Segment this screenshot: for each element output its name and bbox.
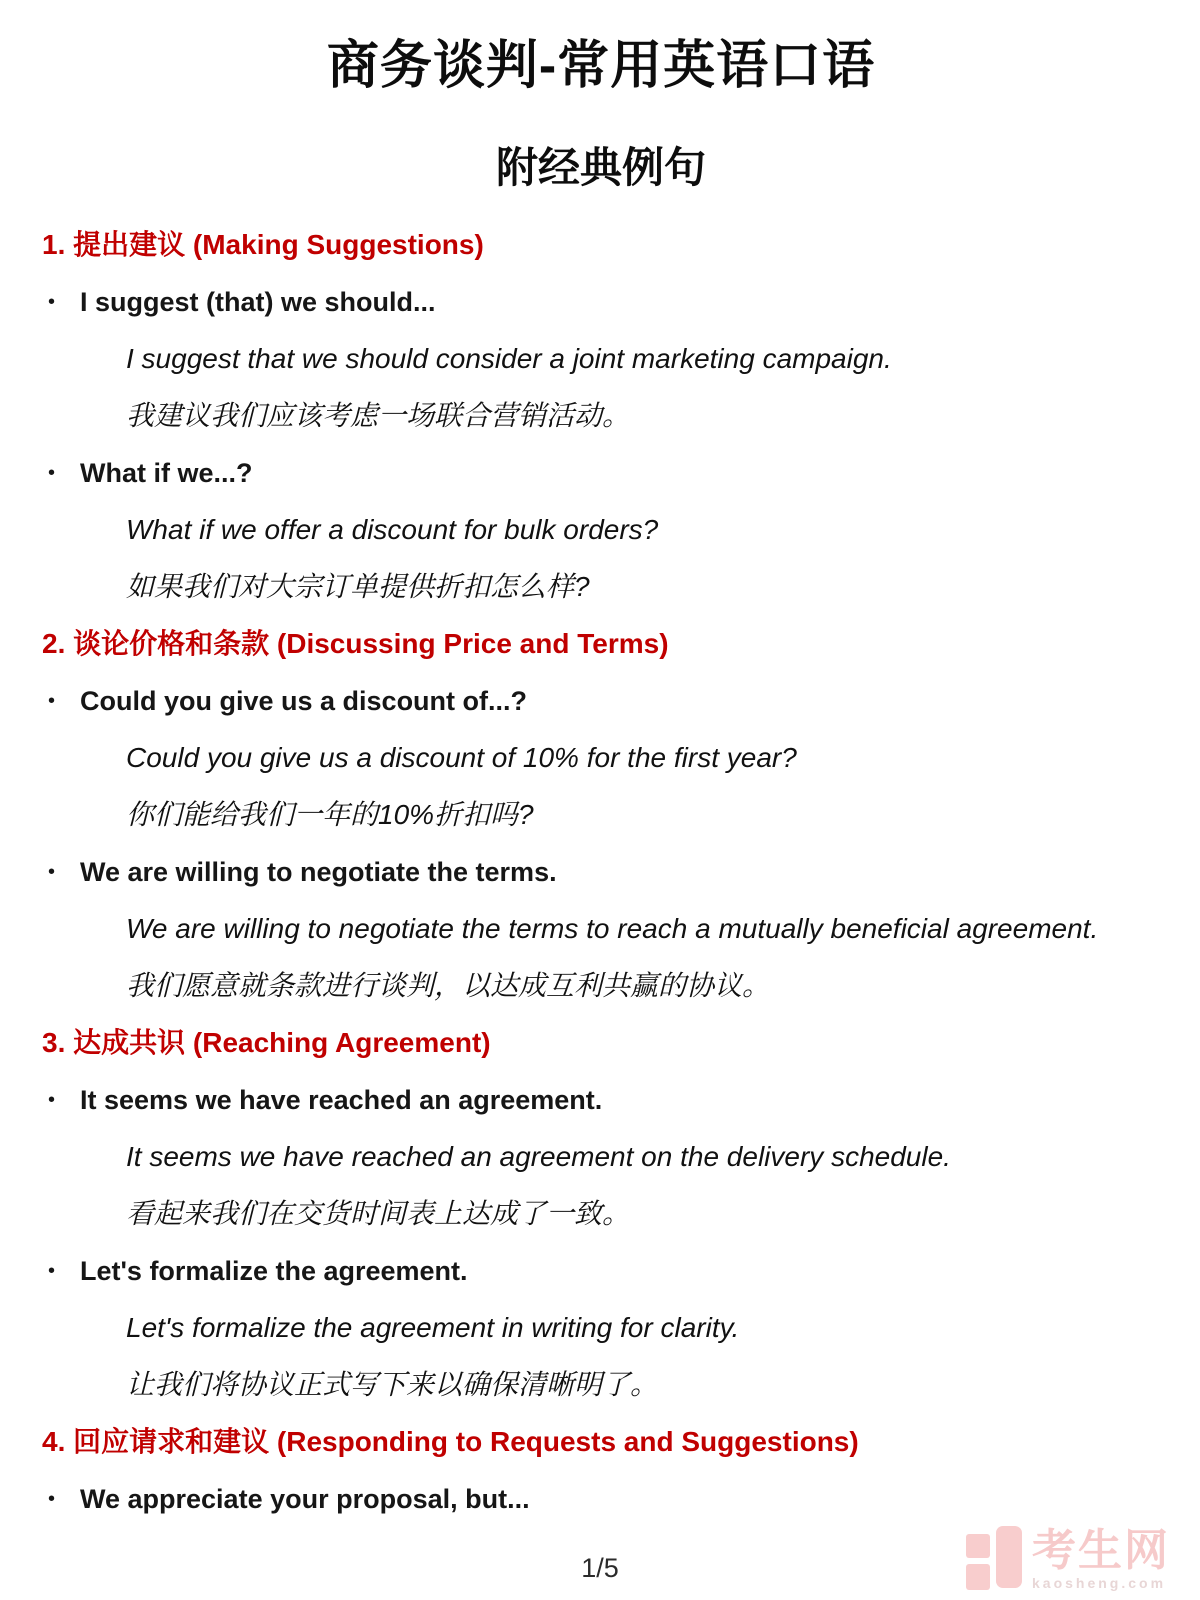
bullet-icon: • <box>48 861 56 883</box>
watermark-brand: 考生网 <box>1032 1525 1170 1575</box>
section-heading-4: 4. 回应请求和建议 (Responding to Requests and Suggestions) <box>42 1426 859 1457</box>
section-heading-1: 1. 提出建议 (Making Suggestions) <box>42 229 484 260</box>
example-english: What if we offer a discount for bulk orders? <box>126 514 659 545</box>
phrase-text: We are willing to negotiate the terms. <box>80 857 557 887</box>
example-chinese: 你们能给我们一年的10%折扣吗? <box>126 799 534 830</box>
bullet-icon: • <box>48 1488 56 1510</box>
phrase-row <box>42 1083 1160 1117</box>
example-chinese: 我建议我们应该考虑一场联合营销活动。 <box>126 400 631 431</box>
phrase-row <box>42 855 1160 889</box>
phrase-row <box>42 285 1160 319</box>
watermark-domain: kaosheng.com <box>1032 1574 1167 1591</box>
example-english: We are willing to negotiate the terms to reach a mutually beneficial agreement. <box>126 913 1099 944</box>
document-subtitle: 附经典例句 <box>495 144 706 191</box>
phrase-text: I suggest (that) we should... <box>80 287 436 317</box>
example-english: It seems we have reached an agreement on the delivery schedule. <box>126 1141 951 1172</box>
page-number: 1/5 <box>581 1553 619 1583</box>
example-chinese: 让我们将协议正式写下来以确保清晰明了。 <box>126 1369 659 1400</box>
phrase-text: Could you give us a discount of...? <box>80 686 528 716</box>
bullet-icon: • <box>48 1089 56 1111</box>
example-chinese: 看起来我们在交货时间表上达成了一致。 <box>126 1198 631 1229</box>
document-title: 商务谈判-常用英语口语 <box>326 37 876 95</box>
kaosheng-watermark <box>966 1526 1170 1592</box>
example-english: I suggest that we should consider a joint marketing campaign. <box>126 343 892 374</box>
phrase-row <box>42 1482 1160 1516</box>
example-chinese: 我们愿意就条款进行谈判，以达成互利共赢的协议。 <box>126 970 771 1001</box>
phrase-text: Let's formalize the agreement. <box>80 1256 468 1286</box>
phrase-row <box>42 1254 1160 1288</box>
example-english: Could you give us a discount of 10% for the first year? <box>126 742 797 773</box>
phrase-row <box>42 684 1160 718</box>
kaosheng-logo-icon <box>966 1526 1022 1592</box>
phrase-text: What if we...? <box>80 458 253 488</box>
section-heading-2: 2. 谈论价格和条款 (Discussing Price and Terms) <box>42 628 669 659</box>
example-english: Let's formalize the agreement in writing for clarity. <box>126 1312 740 1343</box>
section-heading-3: 3. 达成共识 (Reaching Agreement) <box>42 1027 491 1058</box>
example-chinese: 如果我们对大宗订单提供折扣怎么样? <box>126 571 590 602</box>
phrase-text: We appreciate your proposal, but... <box>80 1484 530 1514</box>
bullet-icon: • <box>48 1260 56 1282</box>
phrase-text: It seems we have reached an agreement. <box>80 1085 603 1115</box>
bullet-icon: • <box>48 690 56 712</box>
watermark-text <box>1032 1525 1170 1591</box>
bullet-icon: • <box>48 462 56 484</box>
phrase-row <box>42 456 1160 490</box>
bullet-icon: • <box>48 291 56 313</box>
